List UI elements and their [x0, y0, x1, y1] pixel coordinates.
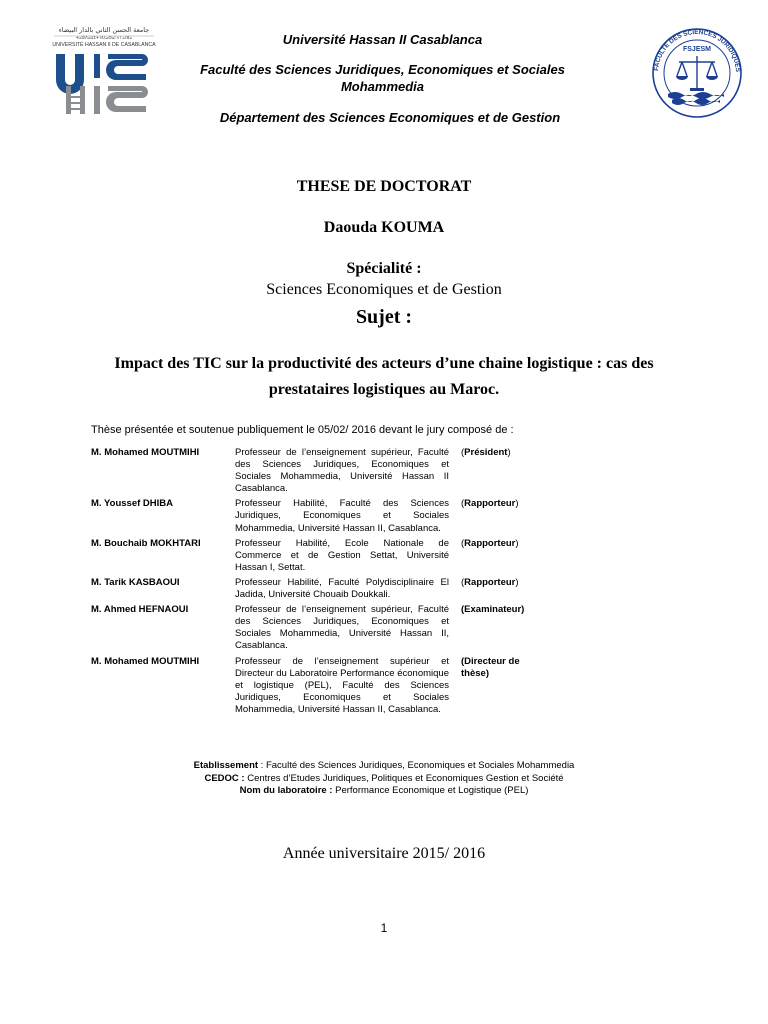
- logo-french-text: UNIVERSITÉ HASSAN II DE CASABLANCA: [52, 42, 156, 48]
- jury-member-title: Professeur Habilité, Faculté Polydisciplinaire El Jadida, Université Chouaib Doukkali.: [235, 576, 449, 601]
- jury-member-title: Professeur Habilité, Ecole Nationale de Commerce et de Gestion Settat, Université Hassan I, Settat.: [235, 537, 449, 573]
- page-number: 1: [380, 921, 388, 935]
- jury-member-role: (Président): [461, 447, 511, 458]
- faculty-name: Faculté des Sciences Juridiques, Economiques et Sociales Mohammedia: [200, 62, 565, 94]
- jury-row: [91, 577, 551, 601]
- university-name: Université Hassan II Casablanca: [282, 32, 483, 47]
- jury-member-title: Professeur Habilité, Faculté des Sciences Juridiques, Economiques et Sociales Mohammedia, Université Hassan II, Casablanca.: [235, 498, 449, 534]
- specialty-label: Spécialité :: [346, 260, 422, 277]
- svg-text:ⵜⴰⵙⴷⴰⵡⵉⵜ ⵍⵃⴰⵙⴰⵏ II ⵏ ⴰⵏⴼⴰ: ⵜⴰⵙⴷⴰⵡⵉⵜ ⵍⵃⴰⵙⴰⵏ II ⵏ ⴰⵏⴼⴰ: [75, 35, 133, 40]
- thesis-type: THESE DE DOCTORAT: [296, 178, 472, 195]
- author-name: Daouda KOUMA: [323, 219, 445, 236]
- jury-member-role: (Rapporteur): [461, 537, 519, 549]
- jury-row: [91, 538, 551, 574]
- academic-year: Année universitaire 2015/ 2016: [282, 845, 486, 862]
- jury-row: [91, 656, 551, 716]
- jury-member-name: M. Youssef DHIBA: [91, 498, 173, 510]
- faculty-seal-logo: [648, 26, 746, 120]
- jury-member-name: M. Mohamed MOUTMIHI: [91, 447, 200, 458]
- jury-member-role: (Rapporteur): [461, 498, 519, 510]
- jury-member-title: Professeur de l’enseignement supérieur, Faculté des Sciences Juridiques, Economiques et Sociales Mohammedia, Université Hassan II, Casablanca.: [235, 604, 449, 652]
- cedoc-line: CEDOC : Centres d’Etudes Juridiques, Politiques et Economiques Gestion et Société: [204, 772, 564, 784]
- jury-intro: Thèse présentée et soutenue publiquement le 05/02/ 2016 devant le jury composé de :: [91, 424, 514, 436]
- jury-row: [91, 447, 551, 495]
- specialty-value: Sciences Economiques et de Gestion: [266, 281, 502, 298]
- logo-arabic-text: جامعة الحسن الثاني بالدار البيضاء: [58, 26, 150, 34]
- jury-list: [91, 447, 551, 719]
- seal-text: FSJESM: [682, 46, 712, 53]
- jury-member-role: (Examinateur): [461, 604, 525, 616]
- jury-member-name: M. Mohamed MOUTMIHI: [91, 655, 200, 667]
- university-logo: [52, 24, 156, 118]
- thesis-subject: Impact des TIC sur la productivité des acteurs d’une chaine logistique : cas des prestataires logistiques au Maroc.: [114, 355, 654, 398]
- institution-info: [0, 760, 768, 798]
- laboratory-line: Nom du laboratoire : Performance Economique et Logistique (PEL): [239, 785, 529, 796]
- jury-row: [91, 498, 551, 534]
- svg-text:FACULTE DES SCIENCES JURIDIQUE: FACULTE DES SCIENCES JURIDIQUES: [653, 28, 742, 73]
- jury-member-name: M. Bouchaib MOKHTARI: [91, 537, 201, 549]
- establishment-line: Etablissement : Faculté des Sciences Juridiques, Economiques et Sociales Mohammedia: [193, 760, 575, 771]
- jury-member-name: M. Tarik KASBAOUI: [91, 576, 180, 588]
- jury-row: [91, 604, 551, 652]
- jury-member-name: M. Ahmed HEFNAOUI: [91, 604, 189, 616]
- subject-label: Sujet :: [355, 306, 413, 328]
- department-name: Département des Sciences Economiques et de Gestion: [219, 110, 561, 125]
- jury-member-role: (Directeur de thèse): [461, 655, 520, 679]
- jury-member-title: Professeur de l’enseignement supérieur et Directeur du Laboratoire Performance économique et logistique (PEL), Faculté des Sciences Juridiques, Economiques et Sociales Mohammedia, Université Hassan II, Casablanca.: [235, 655, 449, 715]
- jury-member-role: (Rapporteur): [461, 576, 519, 588]
- jury-member-title: Professeur de l’enseignement supérieur, Faculté des Sciences Juridiques, Economiques et Sociales Mohammedia, Université Hassan II Casablanca.: [235, 447, 449, 495]
